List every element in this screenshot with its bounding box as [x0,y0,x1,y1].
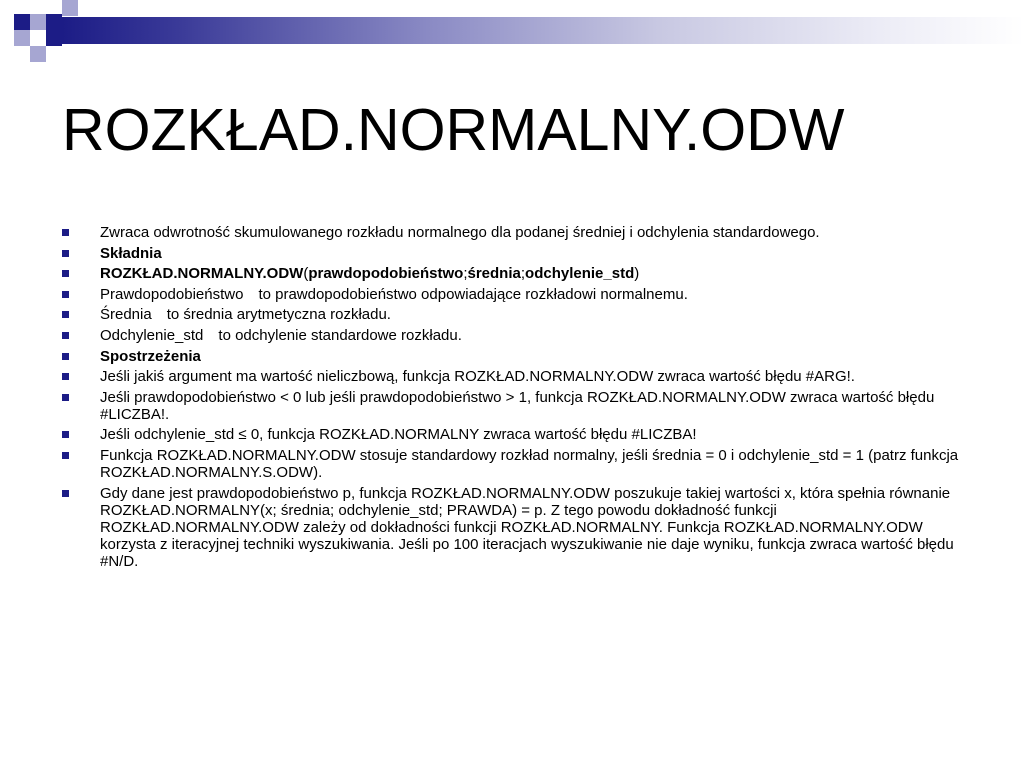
list-item [62,245,962,262]
function-name: ROZKŁAD.NORMALNY.ODW [100,265,304,283]
page-title: ROZKŁAD.NORMALNY.ODW [62,97,845,163]
square-bullet-icon [62,353,69,360]
paren-open: ( [303,265,309,283]
square-bullet-icon [62,431,69,438]
param-desc: to odchylenie standardowe rozkładu. [218,326,462,344]
square-bullet-icon [62,311,69,318]
corner-square-icon [30,46,46,62]
corner-square-icon [30,14,46,30]
corner-square-icon [30,30,46,46]
list-item [62,426,962,443]
square-bullet-icon [62,394,69,401]
square-bullet-icon [62,373,69,380]
square-bullet-icon [62,332,69,339]
list-item [62,485,962,570]
square-bullet-icon [62,291,69,298]
item-text: Jeśli prawdopodobieństwo < 0 lub jeśli prawdopodobieństwo > 1, funkcja ROZKŁAD.NORMALNY.ODW zwraca wartość błędu #LICZBA!. [100,388,935,423]
item-text: Gdy dane jest prawdopodobieństwo p, funkcja ROZKŁAD.NORMALNY.ODW poszukuje takiej wartości x, która spełnia równanie ROZKŁAD.NORMALNY(x; średnia; odchylenie_std; PRAWDA) = p. Z tego powodu dokładność funkcji ROZKŁAD.NORMALNY.ODW zależy od dokładności funkcji ROZKŁAD.NORMALNY. Funkcja ROZKŁAD.NORMALNY.ODW korzysta z iteracyjnej techniki wyszukiwania. Jeśli po 100 iteracjach wyszukiwanie nie daje wyniku, funkcja zwraca wartość błędu #N/D. [100,484,954,570]
param-desc: to średnia arytmetyczna rozkładu. [166,306,391,324]
arg-mean: średnia [467,265,521,283]
item-text: Jeśli jakiś argument ma wartość nieliczbową, funkcja ROZKŁAD.NORMALNY.ODW zwraca wartość błędu #ARG!. [100,368,855,386]
arg-separator: ; [520,265,526,283]
square-bullet-icon [62,250,69,257]
header-gradient-bar [62,17,1024,44]
list-item [62,327,962,344]
corner-square-icon [14,14,30,30]
square-bullet-icon [62,452,69,459]
list-item [62,348,962,365]
list-item [62,306,962,323]
section-heading-remarks: Spostrzeżenia [100,347,201,365]
corner-square-icon [46,30,62,46]
square-bullet-icon [62,490,69,497]
square-bullet-icon [62,229,69,236]
list-item [62,286,962,303]
list-item [62,224,962,241]
param-term: Średnia [100,306,152,324]
arg-std-dev: odchylenie_std [525,265,635,283]
item-text: Jeśli odchylenie_std ≤ 0, funkcja ROZKŁAD.NORMALNY zwraca wartość błędu #LICZBA! [100,426,697,444]
param-term: Prawdopodobieństwo [100,285,244,303]
arg-separator: ; [463,265,468,283]
paren-close: ) [634,265,640,283]
item-text: Zwraca odwrotność skumulowanego rozkładu normalnego dla podanej średniej i odchylenia standardowego. [100,224,820,241]
param-desc: to prawdopodobieństwo odpowiadające rozkładowi normalnemu. [258,285,688,303]
arg-probability: prawdopodobieństwo [308,265,464,283]
bullet-list [62,224,962,573]
corner-square-icon [62,0,78,16]
corner-square-icon [46,14,62,30]
corner-square-icon [14,30,30,46]
param-term: Odchylenie_std [100,326,204,344]
section-heading-syntax: Składnia [100,244,162,262]
list-item [62,447,962,481]
square-bullet-icon [62,270,69,277]
item-text: Funkcja ROZKŁAD.NORMALNY.ODW stosuje standardowy rozkład normalny, jeśli średnia = 0 i odchylenie_std = 1 (patrz funkcja ROZKŁAD.NORMALNY.S.ODW). [100,446,959,481]
list-item [62,368,962,385]
list-item [62,389,962,423]
list-item [62,265,962,282]
